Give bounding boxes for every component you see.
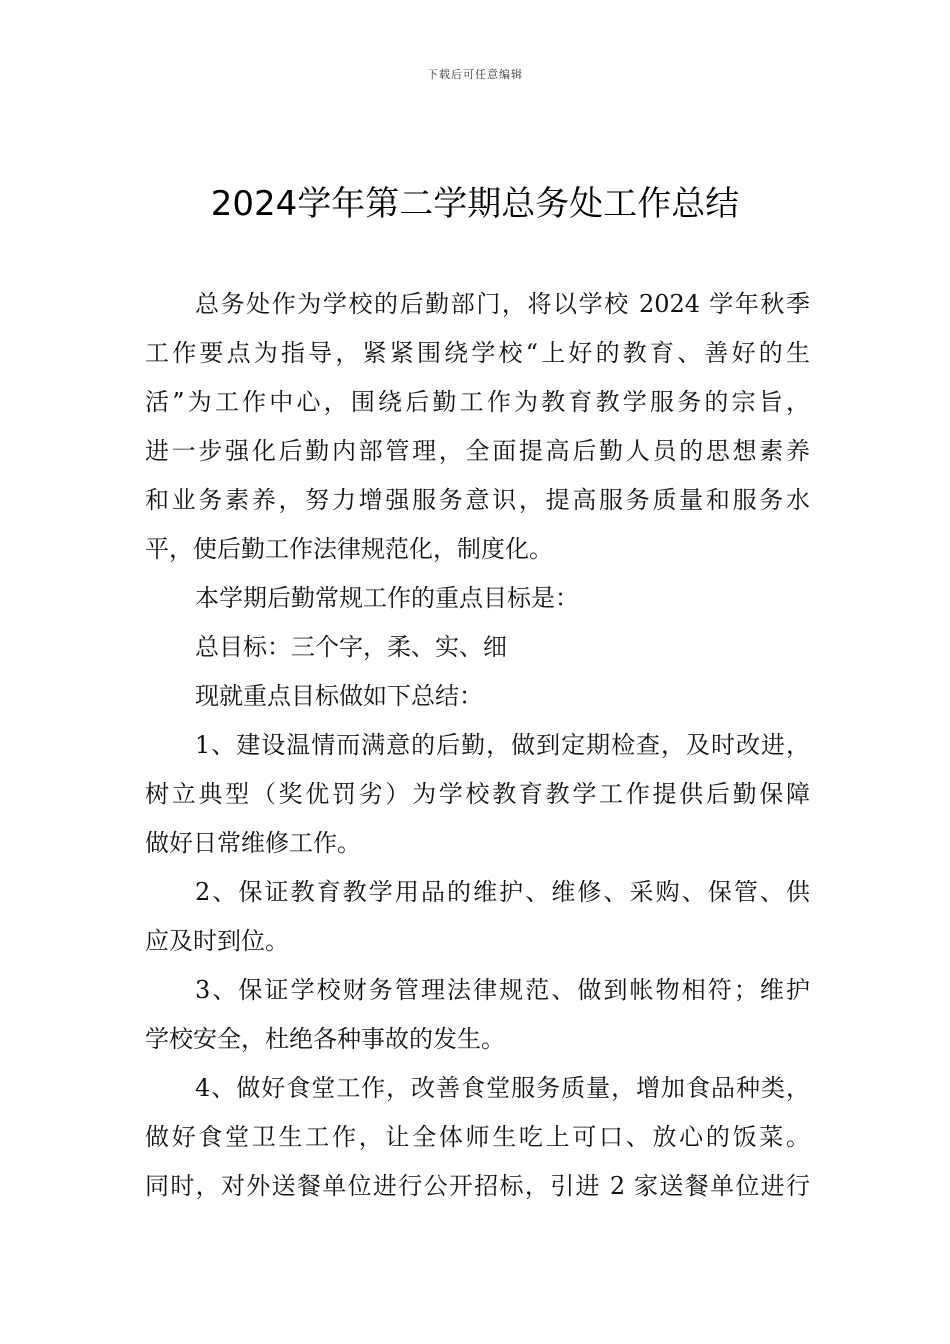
body-line: 3、保证学校财务管理法律规范、做到帐物相符；维护 — [195, 976, 810, 1004]
body-line: 学校安全，杜绝各种事故的发生。 — [145, 1025, 505, 1053]
body-line: 做好食堂卫生工作，让全体师生吃上可口、放心的饭菜。 — [145, 1123, 810, 1151]
header-note: 下载后可任意编辑 — [427, 68, 523, 81]
body-line: 做好日常维修工作。 — [145, 829, 361, 857]
document-title: 2024学年第二学期总务处工作总结 — [210, 184, 740, 224]
body-line: 平，使后勤工作法律规范化，制度化。 — [145, 535, 553, 563]
body-line: 树立典型（奖优罚劣）为学校教育教学工作提供后勤保障 — [145, 780, 810, 808]
body-line: 2、保证教育教学用品的维护、维修、采购、保管、供 — [195, 878, 810, 906]
body-line: 1、建设温情而满意的后勤，做到定期检查，及时改进， — [195, 731, 810, 759]
body-line: 同时，对外送餐单位进行公开招标，引进 2 家送餐单位进行 — [145, 1172, 810, 1200]
body-line: 本学期后勤常规工作的重点目标是： — [195, 584, 579, 612]
body-line: 进一步强化后勤内部管理，全面提高后勤人员的思想素养 — [145, 437, 810, 465]
body-line: 总目标：三个字，柔、实、细 — [195, 633, 507, 661]
body-line: 4、做好食堂工作，改善食堂服务质量，增加食品种类， — [195, 1074, 810, 1102]
body-line: 应及时到位。 — [145, 927, 289, 955]
body-line: 活”为工作中心，围绕后勤工作为教育教学服务的宗旨， — [145, 388, 810, 416]
body-line: 工作要点为指导，紧紧围绕学校“上好的教育、善好的生 — [145, 339, 810, 367]
document-body — [145, 280, 810, 1211]
body-line: 现就重点目标做如下总结： — [195, 682, 483, 710]
body-line: 总务处作为学校的后勤部门，将以学校 2024 学年秋季 — [195, 290, 810, 318]
body-line: 和业务素养，努力增强服务意识，提高服务质量和服务水 — [145, 486, 810, 514]
